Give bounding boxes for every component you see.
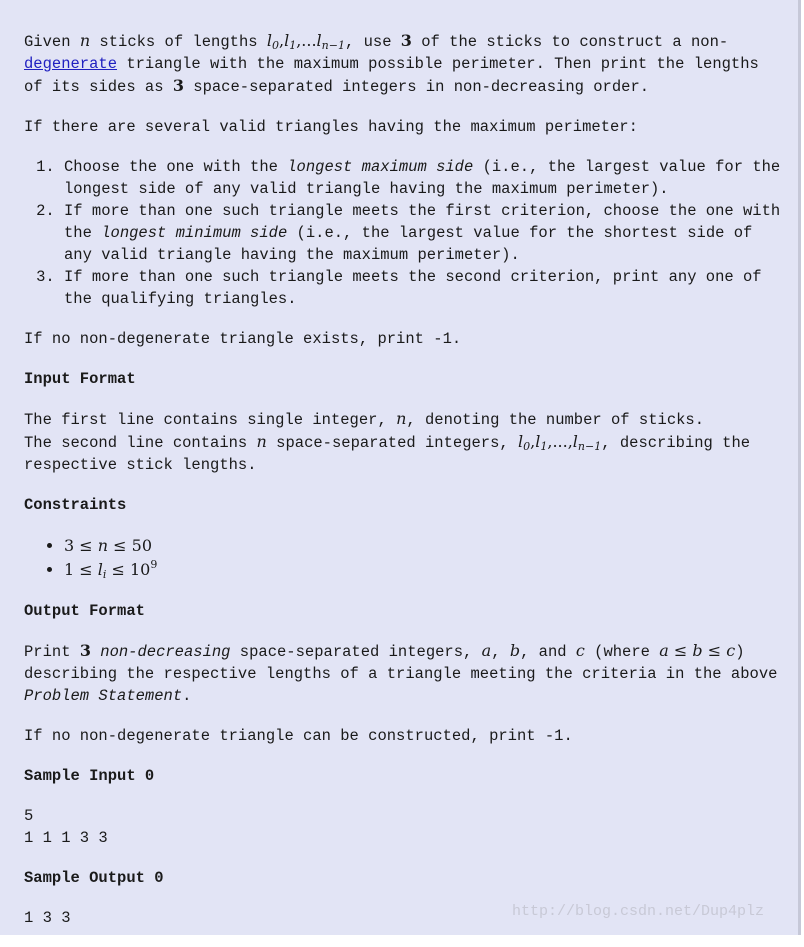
math-n: n	[396, 409, 407, 428]
input-format-heading: Input Format	[24, 370, 136, 388]
math-l1: $l_1$	[535, 432, 548, 453]
tie-break-rules	[24, 156, 784, 310]
math-ln: $l_{n-1}$	[316, 31, 345, 52]
constraints-heading: Constraints	[24, 496, 127, 514]
rule-item: 2. If more than one such triangle meets the first criterion, choose the one with the longest minimum side (i.e., the largest value for the shortest side of any valid triangle having the maximum perimeter).	[64, 200, 784, 266]
output-no-triangle-note: If no non-degenerate triangle can be constructed, print -1.	[24, 727, 573, 745]
sample-output-body: 1 3 3	[24, 909, 71, 927]
math-three: 3	[172, 76, 184, 95]
text: sticks of lengths	[90, 33, 267, 51]
math-l0: $l_0$	[518, 432, 531, 453]
text: space-separated integers in non-decreasing order.	[183, 78, 650, 96]
math-dots: ,...	[296, 31, 317, 50]
text: triangle with the maximum possible perimeter. Then print the lengths of its sides as	[24, 55, 759, 96]
sample-input-heading: Sample Input 0	[24, 767, 155, 785]
problem-content	[24, 30, 784, 947]
math-ln: $l_{n-1}$	[572, 432, 602, 453]
text: of the sticks to construct a non-	[411, 33, 729, 51]
math-n: n	[256, 432, 267, 451]
statement-paragraph	[24, 30, 784, 98]
text: Given	[24, 33, 80, 51]
rule-item: 1. Choose the one with the longest maximum side (i.e., the largest value for the longest side of any valid triangle having the maximum perimeter).	[64, 156, 784, 200]
no-triangle-note: If no non-degenerate triangle exists, print -1.	[24, 330, 462, 348]
input-format-body: The first line contains single integer, n, denoting the number of sticks. The second line contains n space-separated integers, $l_0,l_1,...,l_{n-1}$, describing the respective stick lengths.	[24, 409, 751, 474]
rule-item: 3. If more than one such triangle meets the second criterion, print any one of the qualifying triangles.	[64, 266, 784, 310]
math-n: n	[79, 31, 91, 50]
math-three: 3	[400, 31, 412, 50]
ties-intro: If there are several valid triangles having the maximum perimeter:	[24, 118, 638, 136]
math-l0: $l_0$	[266, 31, 279, 52]
constraint-item: • $1 \le l_i \le 10^9$	[64, 558, 784, 582]
math-comma: ,	[278, 31, 285, 50]
constraint-item: • 3 ≤ n ≤ 50	[64, 534, 784, 558]
watermark: http://blog.csdn.net/Dup4plz	[512, 903, 765, 920]
output-format-heading: Output Format	[24, 602, 145, 620]
output-format-body: Print 3 non-decreasing space-separated integers, a, b, and c (where a ≤ b ≤ c) describing the respective lengths of a triangle meeting the criteria in the above Problem Statement.	[24, 641, 778, 705]
constraints-list	[24, 534, 784, 582]
math-l1: $l_1$	[284, 31, 297, 52]
degenerate-link[interactable]: degenerate	[24, 55, 118, 73]
sample-output-heading: Sample Output 0	[24, 869, 164, 887]
sample-input-body: 5 1 1 1 3 3	[24, 807, 108, 847]
text: , use	[344, 33, 401, 51]
